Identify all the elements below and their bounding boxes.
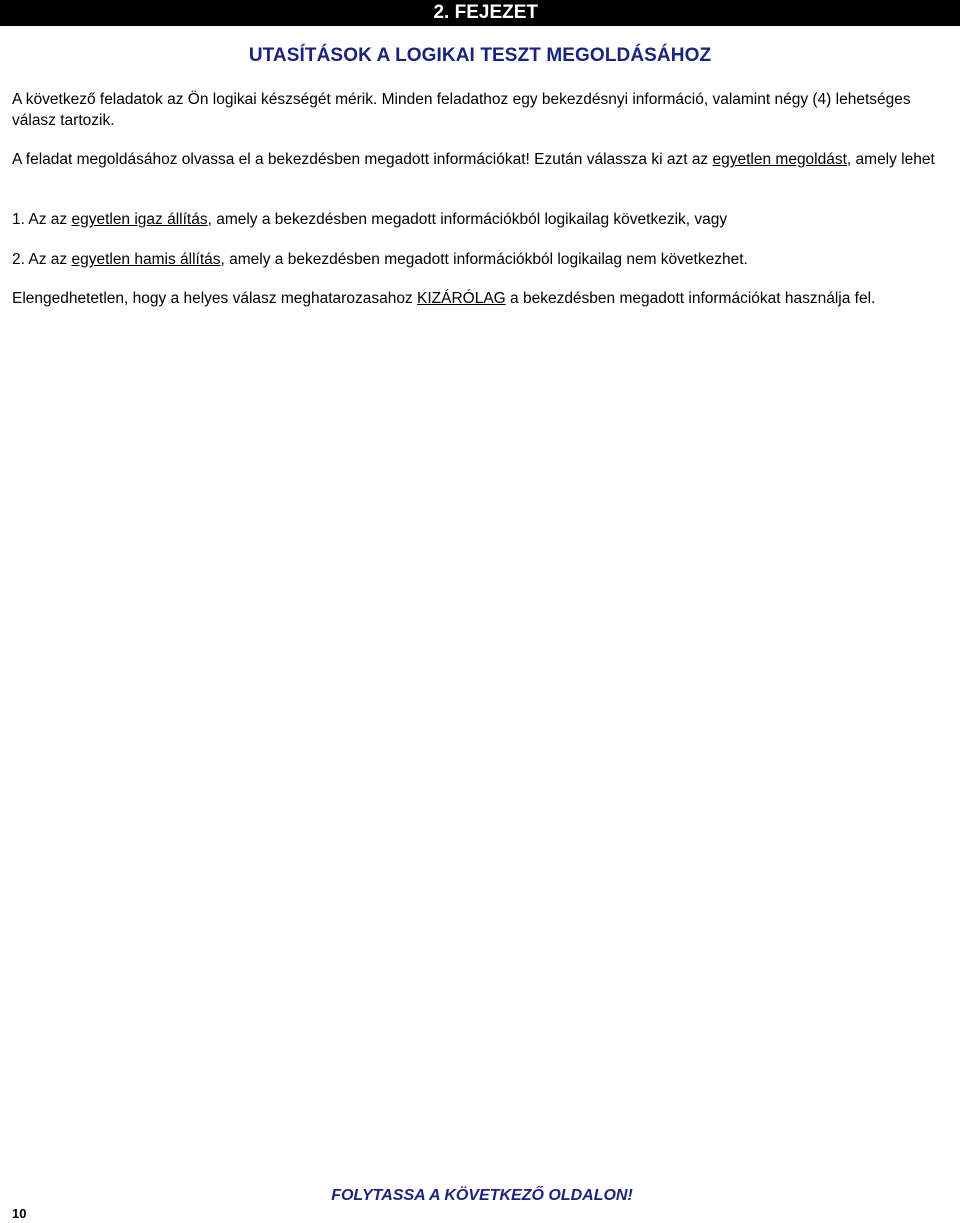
chapter-header-bar bbox=[0, 0, 960, 26]
instruction-text-after: , amely lehet bbox=[846, 151, 935, 168]
page-number: 10 bbox=[12, 1206, 27, 1221]
option-1-prefix: 1. Az az bbox=[12, 211, 72, 228]
chapter-title: 2. FEJEZET bbox=[433, 2, 538, 23]
requirement-underlined: KIZÁRÓLAG bbox=[417, 290, 506, 307]
requirement-paragraph bbox=[12, 288, 952, 309]
option-2-paragraph bbox=[12, 249, 952, 270]
instruction-text-before: A feladat megoldásához olvassa el a bekezdésben megadott információkat! Ezután válassza ki azt az bbox=[12, 151, 713, 168]
intro-paragraph bbox=[12, 89, 952, 131]
requirement-text-before: Elengedhetetlen, hogy a helyes válasz meghatarozasahoz bbox=[12, 290, 417, 307]
instruction-underlined: egyetlen megoldást bbox=[712, 151, 847, 168]
option-1-underlined: egyetlen igaz állítás bbox=[71, 211, 208, 228]
intro-text: A következő feladatok az Ön logikai készségét mérik. Minden feladathoz egy bekezdésnyi információ, valamint négy (4) lehetséges válasz tartozik. bbox=[12, 91, 911, 129]
continue-notice: FOLYTASSA A KÖVETKEZŐ OLDALON! bbox=[331, 1187, 633, 1204]
option-2-suffix: , amely a bekezdésben megadott információkból logikailag nem következhet. bbox=[220, 251, 748, 268]
page-title: UTASÍTÁSOK A LOGIKAI TESZT MEGOLDÁSÁHOZ bbox=[248, 45, 712, 66]
option-1-suffix: , amely a bekezdésben megadott információkból logikailag következik, vagy bbox=[207, 211, 728, 228]
option-2-prefix: 2. Az az bbox=[12, 251, 72, 268]
option-1-paragraph bbox=[12, 209, 952, 230]
requirement-text-after: a bekezdésben megadott információkat használja fel. bbox=[505, 290, 876, 307]
instruction-paragraph bbox=[12, 149, 952, 170]
option-2-underlined: egyetlen hamis állítás bbox=[71, 251, 221, 268]
